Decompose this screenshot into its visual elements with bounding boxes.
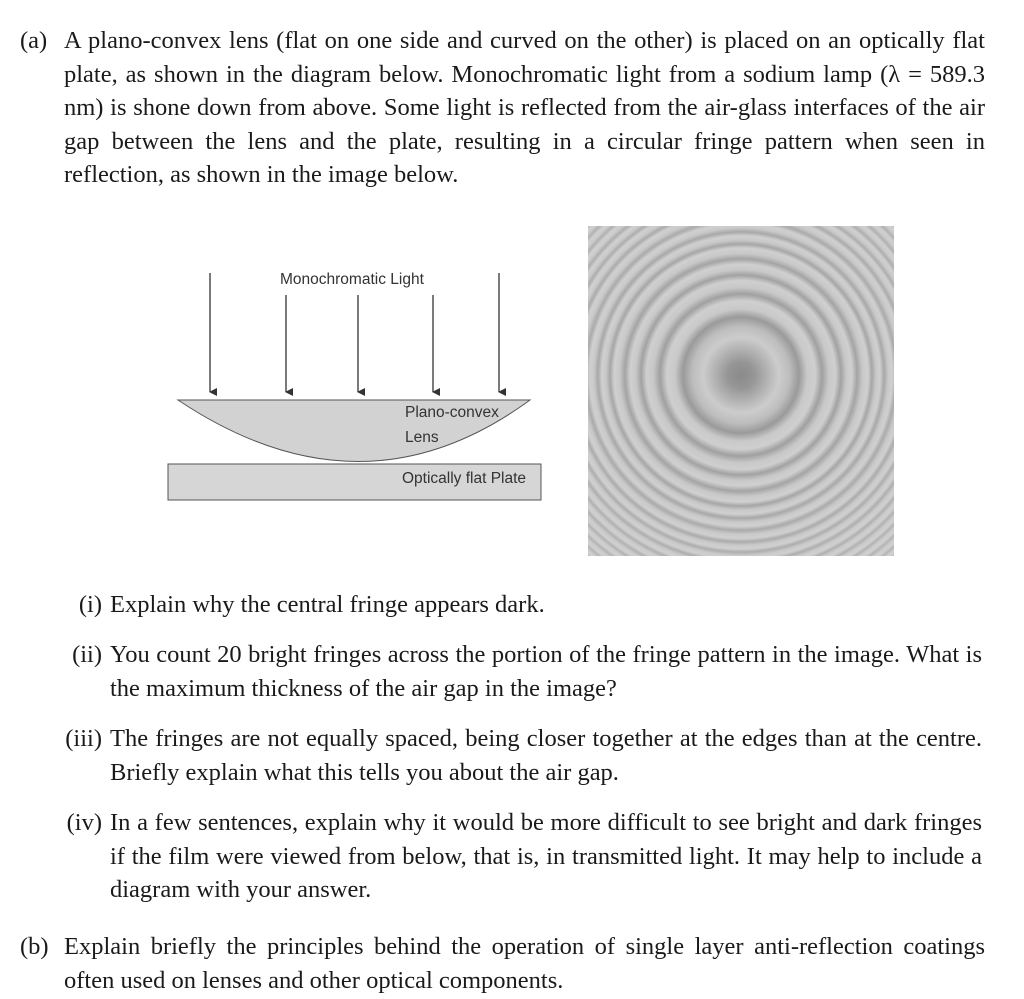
subpart-ii-label: (ii) (72, 641, 102, 668)
part-b-label: (b) (20, 933, 49, 960)
lens-diagram (160, 255, 550, 510)
lens-label-line2: Lens (405, 429, 439, 446)
part-b-text: Explain briefly the principles behind the operation of single layer anti-reflection coatings often used on lenses and other optical components. (64, 933, 985, 994)
part-a-label: (a) (20, 27, 48, 54)
subpart-iii-text: The fringes are not equally spaced, being closer together at the edges than at the centre. Briefly explain what this tells you about the air gap. (110, 725, 982, 786)
lens-label-line1: Plano-convex (405, 404, 499, 421)
subpart-ii (50, 638, 982, 705)
subpart-iii (50, 722, 982, 789)
question-part-b (20, 930, 985, 997)
fringe-pattern (588, 226, 894, 556)
light-label: Monochromatic Light (280, 271, 424, 288)
subpart-ii-text: You count 20 bright fringes across the portion of the fringe pattern in the image. What is the maximum thickness of the air gap in the image? (110, 641, 982, 702)
question-part-a (20, 24, 985, 192)
part-a-text: A plano-convex lens (flat on one side and curved on the other) is placed on an optically flat plate, as shown in the diagram below. Monochromatic light from a sodium lamp (λ = 589.3 nm) is shone down from above. Some light is reflected from the air-glass interfaces of the air gap between the lens and the plate, resulting in a circular fringe pattern when seen in reflection, as shown in the image below. (64, 27, 985, 188)
subpart-iii-label: (iii) (65, 725, 102, 752)
subpart-i (50, 588, 982, 622)
subpart-iv-text: In a few sentences, explain why it would be more difficult to see bright and dark fringes if the film were viewed from below, that is, in transmitted light. It may help to include a diagram with your answer. (110, 809, 982, 903)
subpart-i-text: Explain why the central fringe appears dark. (110, 591, 545, 618)
subpart-i-label: (i) (78, 591, 102, 618)
plate-label: Optically flat Plate (402, 470, 527, 487)
subpart-iv (50, 806, 982, 907)
subpart-iv-label: (iv) (66, 809, 102, 836)
newton-rings-image (588, 226, 894, 556)
